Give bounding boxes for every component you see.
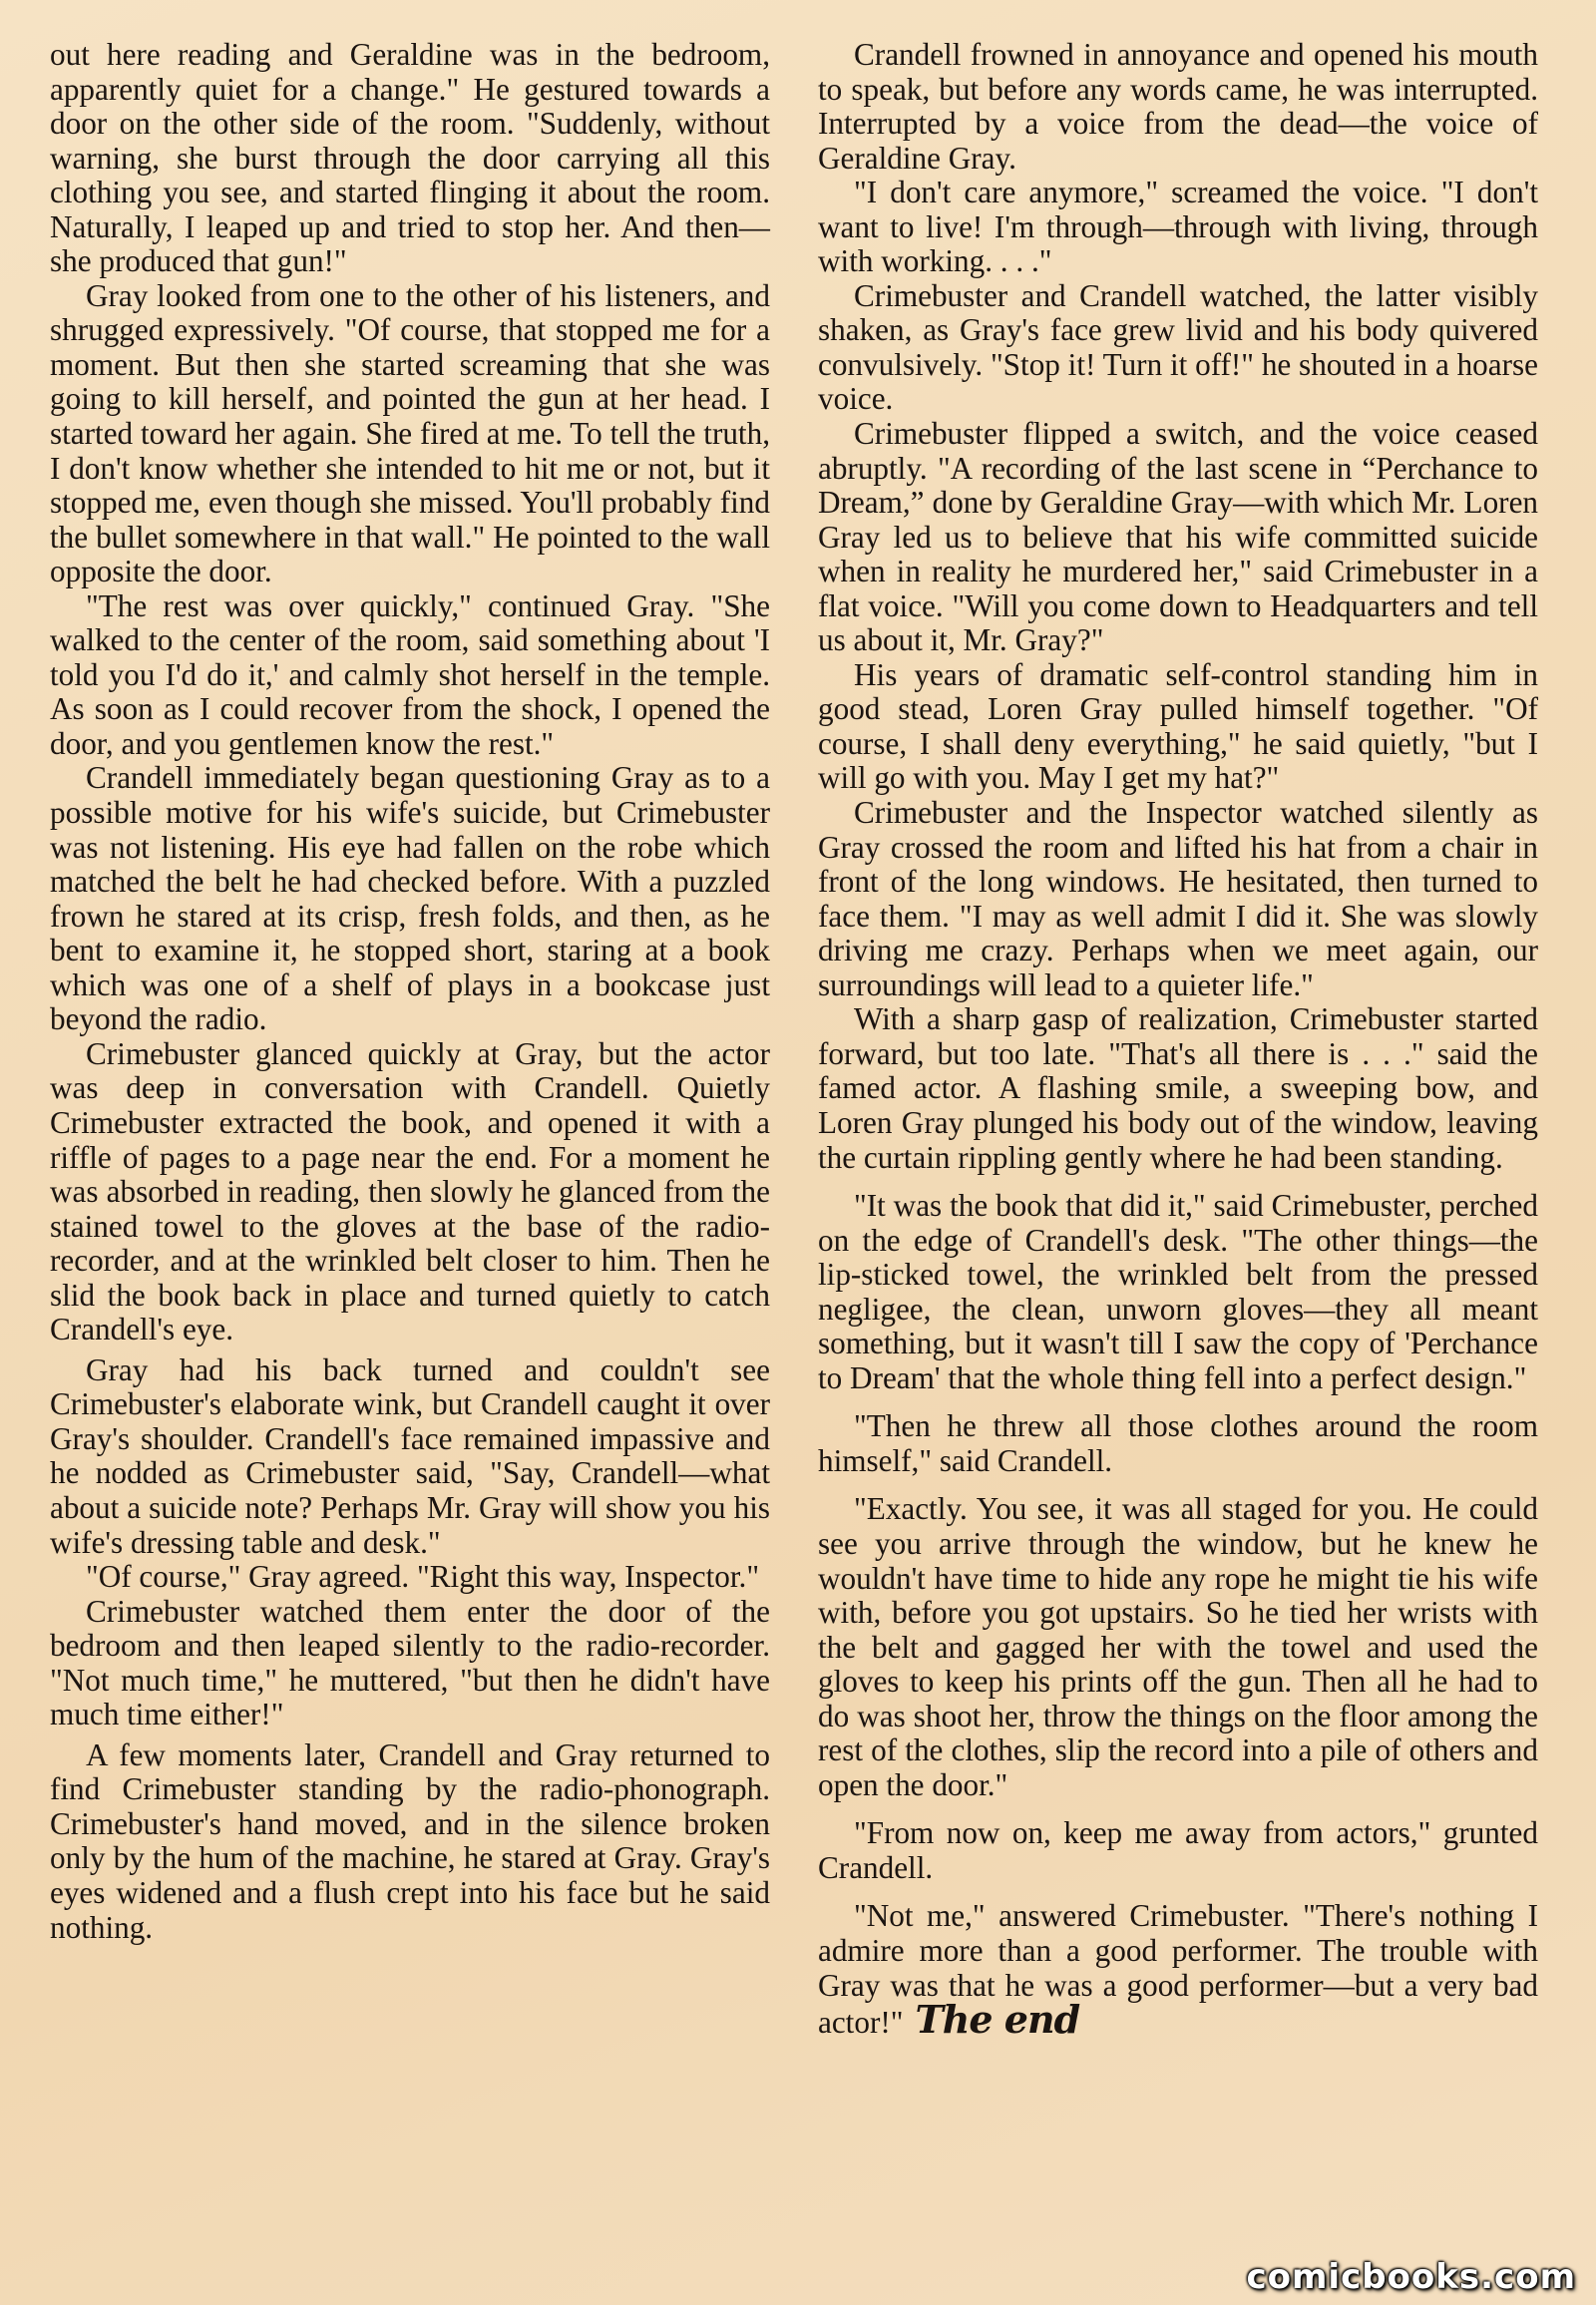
paragraph: Gray looked from one to the other of his listeners, and shrugged expressively. "Of course, that stopped me for a moment. But then she started screaming that she was going to kill herself, and pointed the gun at her head. I started toward her again. She fired at me. To tell the truth, I don't know whether she intended to hit me or not, but it stopped me, even though she missed. You'll probably find the bullet somewhere in that wall." He pointed to the wall opposite the door. (50, 277, 770, 589)
paragraph: "Then he threw all those clothes around the room himself," said Crandell. (818, 1408, 1538, 1478)
paragraph: "Exactly. You see, it was all staged for you. He could see you arrive through the window, but he knew he wouldn't have time to hide any rope he might tie his wife with, before you got upstairs. So he tied her wrists with the belt and gagged her with the towel and used the gloves to keep his prints off the gun. Then all he had to do was shoot her, throw the things on the floor among the rest of the clothes, slip the record into a pile of others and open the door." (818, 1491, 1538, 1802)
paragraph: A few moments later, Crandell and Gray returned to find Crimebuster standing by the radio-phonograph. Crimebuster's hand moved, and in the silence broken only by the hum of the machine, he stared at Gray. Gray's eyes widened and a flush crept into his face but he said nothing. (50, 1736, 770, 1945)
paragraph: His years of dramatic self-control standing him in good stead, Loren Gray pulled himself together. "Of course, I shall deny everything," he said quietly, "but I will go with you. May I get my hat?" (818, 656, 1538, 796)
paragraph: "I don't care anymore," screamed the voice. "I don't want to live! I'm through—through with living, through with working. . . ." (818, 175, 1538, 279)
paragraph: "From now on, keep me away from actors," grunted Crandell. (818, 1815, 1538, 1885)
paragraph: Crandell frowned in annoyance and opened his mouth to speak, but before any words came, he was interrupted. Interrupted by a voice from the dead—the voice of Geraldine Gray. (818, 37, 1538, 176)
watermark: comicbooks.com (1246, 2257, 1576, 2297)
left-text-column (50, 38, 770, 1945)
paragraph: With a sharp gasp of realization, Crimebuster started forward, but too late. "That's all there is . . ." said the famed actor. A flashing smile, a sweeping bow, and Loren Gray plunged his body out of the window, leaving the curtain rippling gently where he had been standing. (818, 1001, 1538, 1175)
paragraph: "It was the book that did it," said Crimebuster, perched on the edge of Crandell's desk. "The other things—the lip-sticked towel, the wrinkled belt from the pressed negligee, the clean, unworn gloves—they all meant something, but it wasn't till I saw the copy of 'Perchance to Dream' that the whole thing fell into a perfect design." (818, 1188, 1538, 1395)
paragraph: "The rest was over quickly," continued Gray. "She walked to the center of the room, said something about 'I told you I'd do it,' and calmly shot herself in the temple. As soon as I could recover from the shock, I opened the door, and you gentlemen know the rest." (50, 587, 770, 761)
paragraph: Crimebuster and Crandell watched, the latter visibly shaken, as Gray's face grew livid and his body quivered convulsively. "Stop it! Turn it off!" he shouted in a hoarse voice. (818, 277, 1538, 417)
paragraph: Crimebuster watched them enter the door of the bedroom and then leaped silently to the radio-recorder. "Not much time," he muttered, "but then he didn't have much time either!" (50, 1593, 770, 1732)
paragraph: "Of course," Gray agreed. "Right this way, Inspector." (86, 1559, 760, 1595)
paragraph: out here reading and Geraldine was in the bedroom, apparently quiet for a change." He gestured towards a door on the other side of the room. "Suddenly, without warning, she burst through the door carrying all this clothing you see, and started flinging it about the room. Naturally, I leaped up and tried to stop her. And then—she produced that gun!" (50, 37, 770, 279)
paragraph: Crimebuster glanced quickly at Gray, but the actor was deep in conversation with Crandell. Quietly Crimebuster extracted the book, and opened it with a riffle of pages to a page near the end. For a moment he was absorbed in reading, then slowly he glanced from the stained towel to the gloves at the base of the radio-recorder, and at the wrinkled belt closer to him. Then he slid the book back in place and turned quietly to catch Crandell's eye. (50, 1035, 770, 1347)
right-text-column (818, 38, 1538, 2041)
final-paragraph (818, 1898, 1538, 2043)
paragraph: Crimebuster flipped a switch, and the voice ceased abruptly. "A recording of the last scene in “Perchance to Dream,” done by Geraldine Gray—with which Mr. Loren Gray led us to believe that his wife committed suicide when in reality he murdered her," said Crimebuster in a flat voice. "Will you come down to Headquarters and tell us about it, Mr. Gray?" (818, 416, 1538, 658)
paragraph: Crimebuster and the Inspector watched silently as Gray crossed the room and lifted his hat from a chair in front of the long windows. He hesitated, then turned to face them. "I may as well admit I did it. She was slowly driving me crazy. Perhaps when we meet again, our surroundings will lead to a quieter life." (818, 795, 1538, 1002)
paragraph-text: "Not me," answered Crimebuster. "There's nothing I admire more than a good performer. The trouble with Gray was that he was a good performer—but a very bad actor!" (818, 1898, 1538, 2041)
end-mark: The end (915, 1997, 1080, 2043)
paragraph: Crandell immediately began questioning Gray as to a possible motive for his wife's suicide, but Crimebuster was not listening. His eye had fallen on the robe which matched the belt he had checked before. With a puzzled frown he stared at its crisp, fresh folds, and then, as he bent to examine it, he stopped short, staring at a book which was one of a shelf of plays in a bookcase just beyond the radio. (50, 760, 770, 1037)
paragraph: Gray had his back turned and couldn't see Crimebuster's elaborate wink, but Crandell caught it over Gray's shoulder. Crandell's face remained impassive and he nodded as Crimebuster said, "Say, Crandell—what about a suicide note? Perhaps Mr. Gray will show you his wife's dressing table and desk." (50, 1351, 770, 1560)
